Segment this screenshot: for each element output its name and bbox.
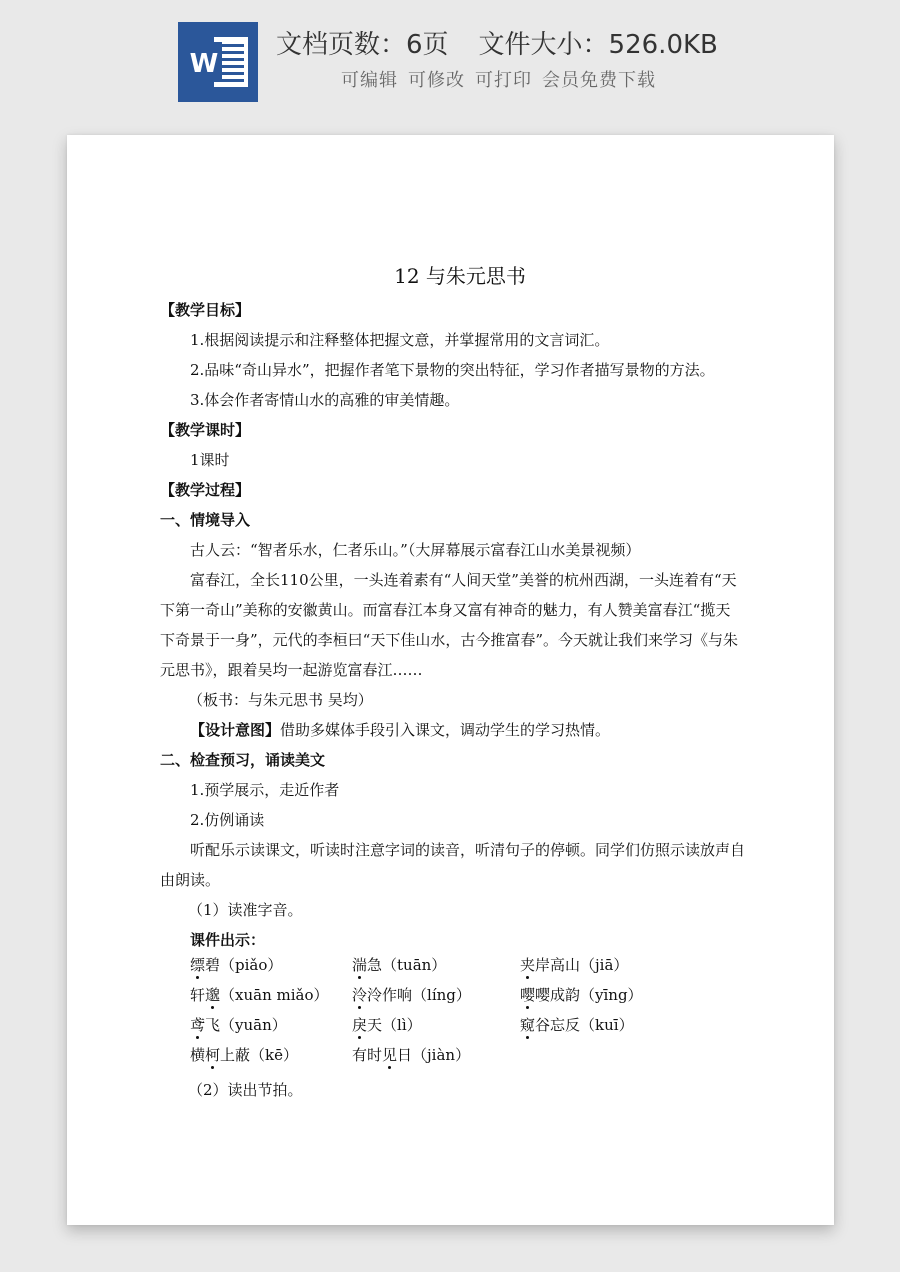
- section2-item: 2.仿例诵读: [190, 811, 265, 829]
- section1-paragraph-line: 富春江，全长110公里，一头连着素有“人间天堂”美誉的杭州西湖，一头连着有“天: [190, 571, 737, 589]
- feature-editable: 可编辑: [341, 70, 398, 91]
- vocab-word: [190, 1045, 298, 1065]
- section1-heading: 一、情境导入: [160, 511, 251, 529]
- vocab-word-rest: 岸高山（jiā）: [535, 956, 629, 974]
- goals-heading: 【教学目标】: [160, 301, 251, 319]
- vocab-dotted-char: 邈: [205, 986, 221, 1004]
- section1-paragraph-line: 下奇景于一身”，元代的李桓曰“天下佳山水，古今推富春”。今天就让我们来学习《与朱: [160, 631, 739, 649]
- download-banner: [0, 0, 900, 118]
- vocab-word-rest: 天（lì）: [367, 1016, 422, 1034]
- goal-item: 2.品味“奇山异水”，把握作者笔下景物的突出特征，学习作者描写景物的方法。: [190, 361, 715, 379]
- hours-heading: 【教学课时】: [160, 421, 251, 439]
- section1-paragraph-line: 元思书》，跟着吴均一起游览富春江……: [160, 661, 423, 679]
- feature-member-download: 会员免费下载: [542, 70, 656, 91]
- vocab-word-prefix: 横: [190, 1046, 206, 1064]
- feature-modifiable: 可修改: [408, 70, 465, 91]
- vocab-dotted-char: 戾: [352, 1016, 368, 1034]
- vocab-dotted-char: 见: [382, 1046, 398, 1064]
- design-intent: [190, 720, 610, 740]
- board-note: （板书：与朱元思书 吴均）: [188, 691, 373, 709]
- vocab-word-rest: （xuān miǎo）: [220, 986, 329, 1004]
- page-count: 文档页数：6页: [276, 30, 449, 60]
- courseware-label: 课件出示：: [190, 931, 266, 949]
- document-page: [67, 135, 834, 1225]
- process-heading: 【教学过程】: [160, 481, 251, 499]
- feature-list: [341, 66, 666, 92]
- word-document-icon: [178, 22, 258, 102]
- vocab-word-rest: 飞（yuān）: [205, 1016, 287, 1034]
- vocab-word-prefix: 轩: [190, 986, 206, 1004]
- hours-text: 1课时: [190, 451, 230, 469]
- vocab-dotted-char: 柯: [205, 1046, 221, 1064]
- vocab-word-rest: 嘤成韵（yīng）: [535, 986, 643, 1004]
- design-intent-label: 【设计意图】: [190, 721, 281, 739]
- section1-paragraph-line: 下第一奇山”美称的安徽黄山。而富春江本身又富有神奇的魅力，有人赞美富春江“揽天: [160, 601, 731, 619]
- vocab-word-rest: 谷忘反（kuī）: [535, 1016, 634, 1034]
- vocab-dotted-char: 泠: [352, 986, 368, 1004]
- section2-heading: 二、检查预习，诵读美文: [160, 751, 326, 769]
- vocab-dotted-char: 窥: [520, 1016, 536, 1034]
- section1-quote: 古人云：“智者乐水，仁者乐山。”（大屏幕展示富春江山水美景视频）: [190, 541, 641, 559]
- vocab-word: [190, 985, 329, 1005]
- vocab-dotted-char: 缥: [190, 956, 206, 974]
- svg-text:W: W: [189, 49, 219, 79]
- vocab-dotted-char: 湍: [352, 956, 368, 974]
- vocab-word: [520, 955, 628, 975]
- file-size: 文件大小：526.0KB: [478, 30, 718, 60]
- section2-paragraph-line: 由朗读。: [160, 871, 221, 889]
- sub-step-rhythm: （2）读出节拍。: [188, 1081, 303, 1099]
- sub-step-pronunciation: （1）读准字音。: [188, 901, 303, 919]
- vocab-word: [520, 985, 643, 1005]
- vocab-dotted-char: 嘤: [520, 986, 536, 1004]
- vocab-word-rest: 日（jiàn）: [397, 1046, 471, 1064]
- vocab-word: [352, 1045, 470, 1065]
- vocab-word-rest: 上蔽（kē）: [220, 1046, 298, 1064]
- vocab-word-rest: 急（tuān）: [367, 956, 447, 974]
- vocab-word-rest: 碧（piǎo）: [205, 956, 283, 974]
- vocab-dotted-char: 鸢: [190, 1016, 206, 1034]
- feature-printable: 可打印: [475, 70, 532, 91]
- goal-item: 1.根据阅读提示和注释整体把握文意，并掌握常用的文言词汇。: [190, 331, 610, 349]
- document-title: 12 与朱元思书: [394, 264, 526, 288]
- file-info: [276, 24, 718, 61]
- vocab-word: [190, 1015, 287, 1035]
- vocab-word: [352, 955, 446, 975]
- section2-item: 1.预学展示，走近作者: [190, 781, 340, 799]
- section2-paragraph-line: 听配乐示读课文，听读时注意字词的读音，听清句子的停顿。同学们仿照示读放声自: [190, 841, 746, 859]
- vocab-word: [352, 1015, 422, 1035]
- vocab-word: [190, 955, 282, 975]
- vocab-word: [352, 985, 471, 1005]
- vocab-dotted-char: 夹: [520, 956, 536, 974]
- vocab-word-rest: 泠作响（líng）: [367, 986, 471, 1004]
- vocab-word: [520, 1015, 634, 1035]
- design-intent-text: 借助多媒体手段引入课文，调动学生的学习热情。: [280, 721, 611, 739]
- vocab-word-prefix: 有时: [352, 1046, 383, 1064]
- goal-item: 3.体会作者寄情山水的高雅的审美情趣。: [190, 391, 460, 409]
